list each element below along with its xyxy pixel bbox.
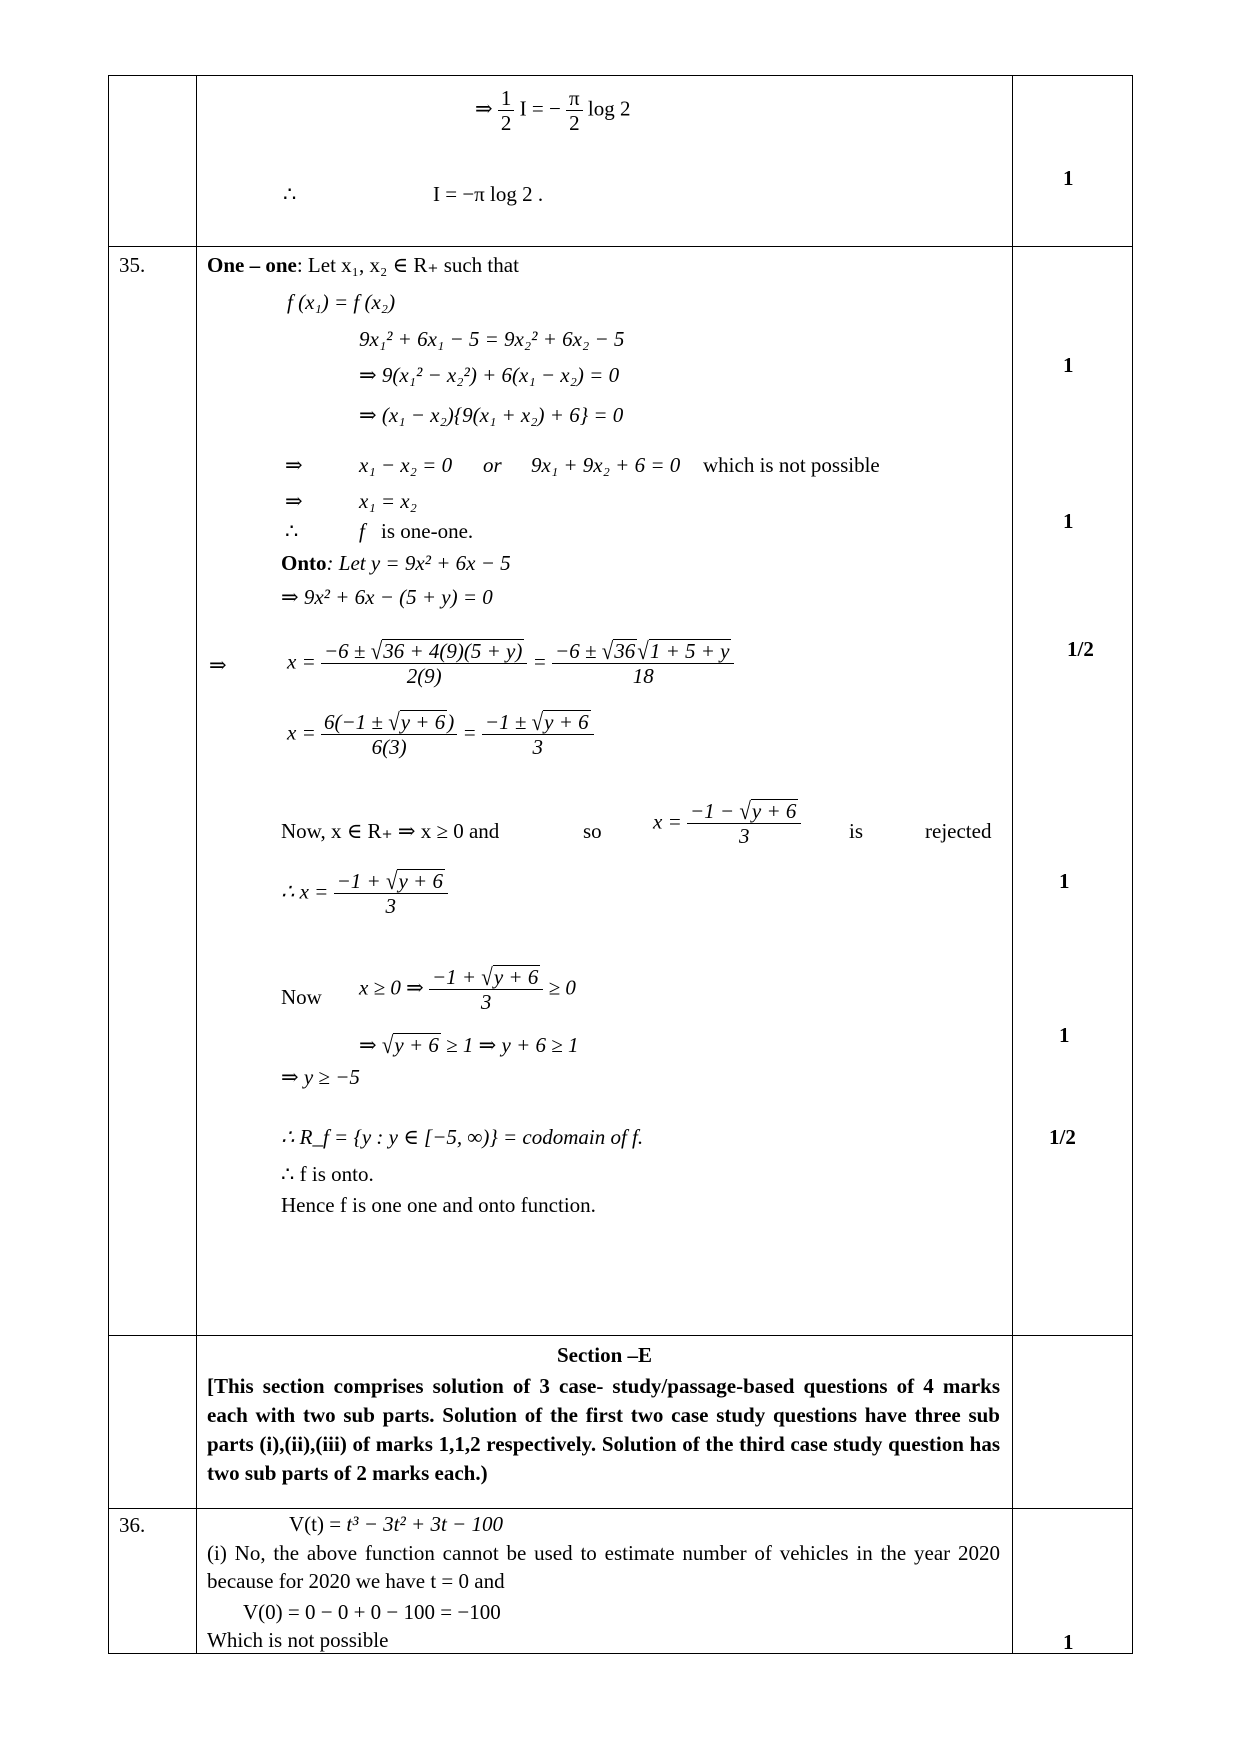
onto-conclusion: ∴ f is onto. (281, 1162, 374, 1186)
mark-value: 1 (1059, 869, 1070, 893)
mark-value: 1 (1059, 1023, 1070, 1047)
mark-value: 1/2 (1067, 637, 1094, 661)
fraction-pi-half: $\frac{\pi}{2}$ (566, 86, 583, 135)
eq-accepted-root: ∴ x = $\frac{-1 + √y + 6}{3}$ (281, 869, 448, 918)
eq-mid-text: I = − (519, 96, 561, 121)
eq-factor-1: ⇒ 9(x₁² − x₂²) + 6(x₁ − x₂) = 0 (359, 363, 620, 387)
therefore-symbol: ∴ (285, 519, 299, 543)
mark-value: 1 (1063, 1630, 1074, 1654)
onto-heading: Onto (281, 551, 327, 575)
eq-half-integral (475, 86, 631, 135)
q36-marks-cell (1013, 1509, 1132, 1653)
eq-sum-zero: 9x₁ + 9x₂ + 6 = 0 (531, 453, 681, 477)
onto-line (281, 553, 511, 574)
eq-root-bound: ⇒ √y + 6 ≥ 1 ⇒ y + 6 ≥ 1 (359, 1031, 579, 1059)
one-one-conclusion: is one-one. (381, 519, 474, 543)
q35-marks-cell (1013, 247, 1132, 1335)
mark-value: 1/2 (1049, 1125, 1076, 1149)
one-one-heading: One – one (207, 253, 297, 277)
question-number: 36. (119, 1513, 146, 1537)
implies-symbol: ⇒ (209, 653, 227, 677)
onto-text: : Let y = 9x² + 6x − 5 (326, 551, 511, 575)
eq-x1-equals-x2: x₁ = x₂ (359, 489, 417, 513)
so-word: so (583, 819, 602, 843)
mark-value: 1 (1063, 166, 1074, 190)
eq-fx1-fx2: f (x₁) = f (x₂) (287, 290, 396, 314)
rejected-word: rejected (925, 819, 992, 843)
question-number: 35. (119, 253, 146, 277)
implies-symbol: ⇒ (285, 489, 303, 513)
one-one-text: : Let x₁, x₂ ∈ R₊ such that (296, 253, 519, 277)
eq-range: ∴ R_f = {y : y ∈ [−5, ∞)} = codomain of f. (281, 1125, 644, 1149)
eq-integral-result: I = −π log 2 . (433, 182, 544, 206)
is-word: is (849, 819, 864, 843)
eq-quadratic-formula: x = $\frac{-6 \pm √36 + 4(9)(5 + y)}{2(9)}$ = $\frac{-6 \pm √36√1 + 5 + y}{18}$ (287, 639, 734, 688)
eq-nonnegative: x ≥ 0 ⇒ $\frac{-1 + √y + 6}{3}$ ≥ 0 (359, 963, 576, 1015)
eq-factor-2: ⇒ (x₁ − x₂){9(x₁ + x₂) + 6} = 0 (359, 403, 624, 427)
now2-word: Now (281, 985, 322, 1009)
implies-symbol: ⇒ (475, 96, 493, 121)
mark-value: 1 (1063, 353, 1074, 377)
marking-scheme-table (108, 75, 1133, 1654)
row-section-e (109, 1336, 1133, 1509)
eq-expand: 9x₁² + 6x₁ − 5 = 9x₂² + 6x₂ − 5 (359, 327, 625, 351)
section-description: [This section comprises solution of 3 case- study/passage-based questions of 4 marks each with two sub parts. Solution of the first two case study questions have three sub parts (i),(ii),(iii) of marks 1,1,2 respectively. Solution of the third case study question has two sub parts of 2 marks each.) (207, 1374, 1000, 1485)
eq-y-bound: ⇒ y ≥ −5 (281, 1065, 360, 1089)
now-text: Now, x ∈ R₊ ⇒ x ≥ 0 and (281, 819, 500, 843)
eq-rejected-root: x = $\frac{-1 - √y + 6}{3}$ (653, 799, 801, 848)
previous-solution-cell (197, 76, 1012, 246)
therefore-symbol: ∴ (283, 182, 297, 206)
not-possible-text: which is not possible (703, 453, 880, 477)
mark-value: 1 (1063, 509, 1074, 533)
section-e-cell (197, 1336, 1012, 1508)
eq-simplified: x = $\frac{6(-1 \pm √y + 6)}{6(3)}$ = $\frac{-1 \pm √y + 6}{3}$ (287, 710, 594, 759)
row-question-36 (109, 1509, 1133, 1654)
q36-solution-cell (197, 1509, 1012, 1653)
final-conclusion: Hence f is one one and onto function. (281, 1193, 596, 1217)
eq-quadratic: ⇒ 9x² + 6x − (5 + y) = 0 (281, 585, 493, 609)
eq-tail-text: log 2 (587, 96, 631, 121)
section-title: Section –E (556, 1343, 653, 1367)
implies-symbol: ⇒ (285, 453, 303, 477)
row-question-35 (109, 247, 1133, 1336)
part-i-text: (i) No, the above function cannot be used to estimate number of vehicles in the year 2020 because for 2020 we have t = 0 and (207, 1541, 1000, 1593)
not-possible-text: Which is not possible (207, 1628, 389, 1652)
row-previous-question (109, 76, 1133, 247)
eq-vt: V(t) = t³ − 3t² + 3t − 100 (289, 1512, 503, 1536)
fraction-one-half: $\frac{1}{2}$ (498, 86, 515, 135)
f-symbol: f (359, 519, 365, 543)
eq-v0: V(0) = 0 − 0 + 0 − 100 = −100 (243, 1600, 501, 1624)
q35-solution-cell (197, 247, 1012, 1335)
one-one-line (207, 255, 519, 276)
or-word: or (483, 453, 502, 477)
eq-difference-zero: x₁ − x₂ = 0 (359, 453, 453, 477)
